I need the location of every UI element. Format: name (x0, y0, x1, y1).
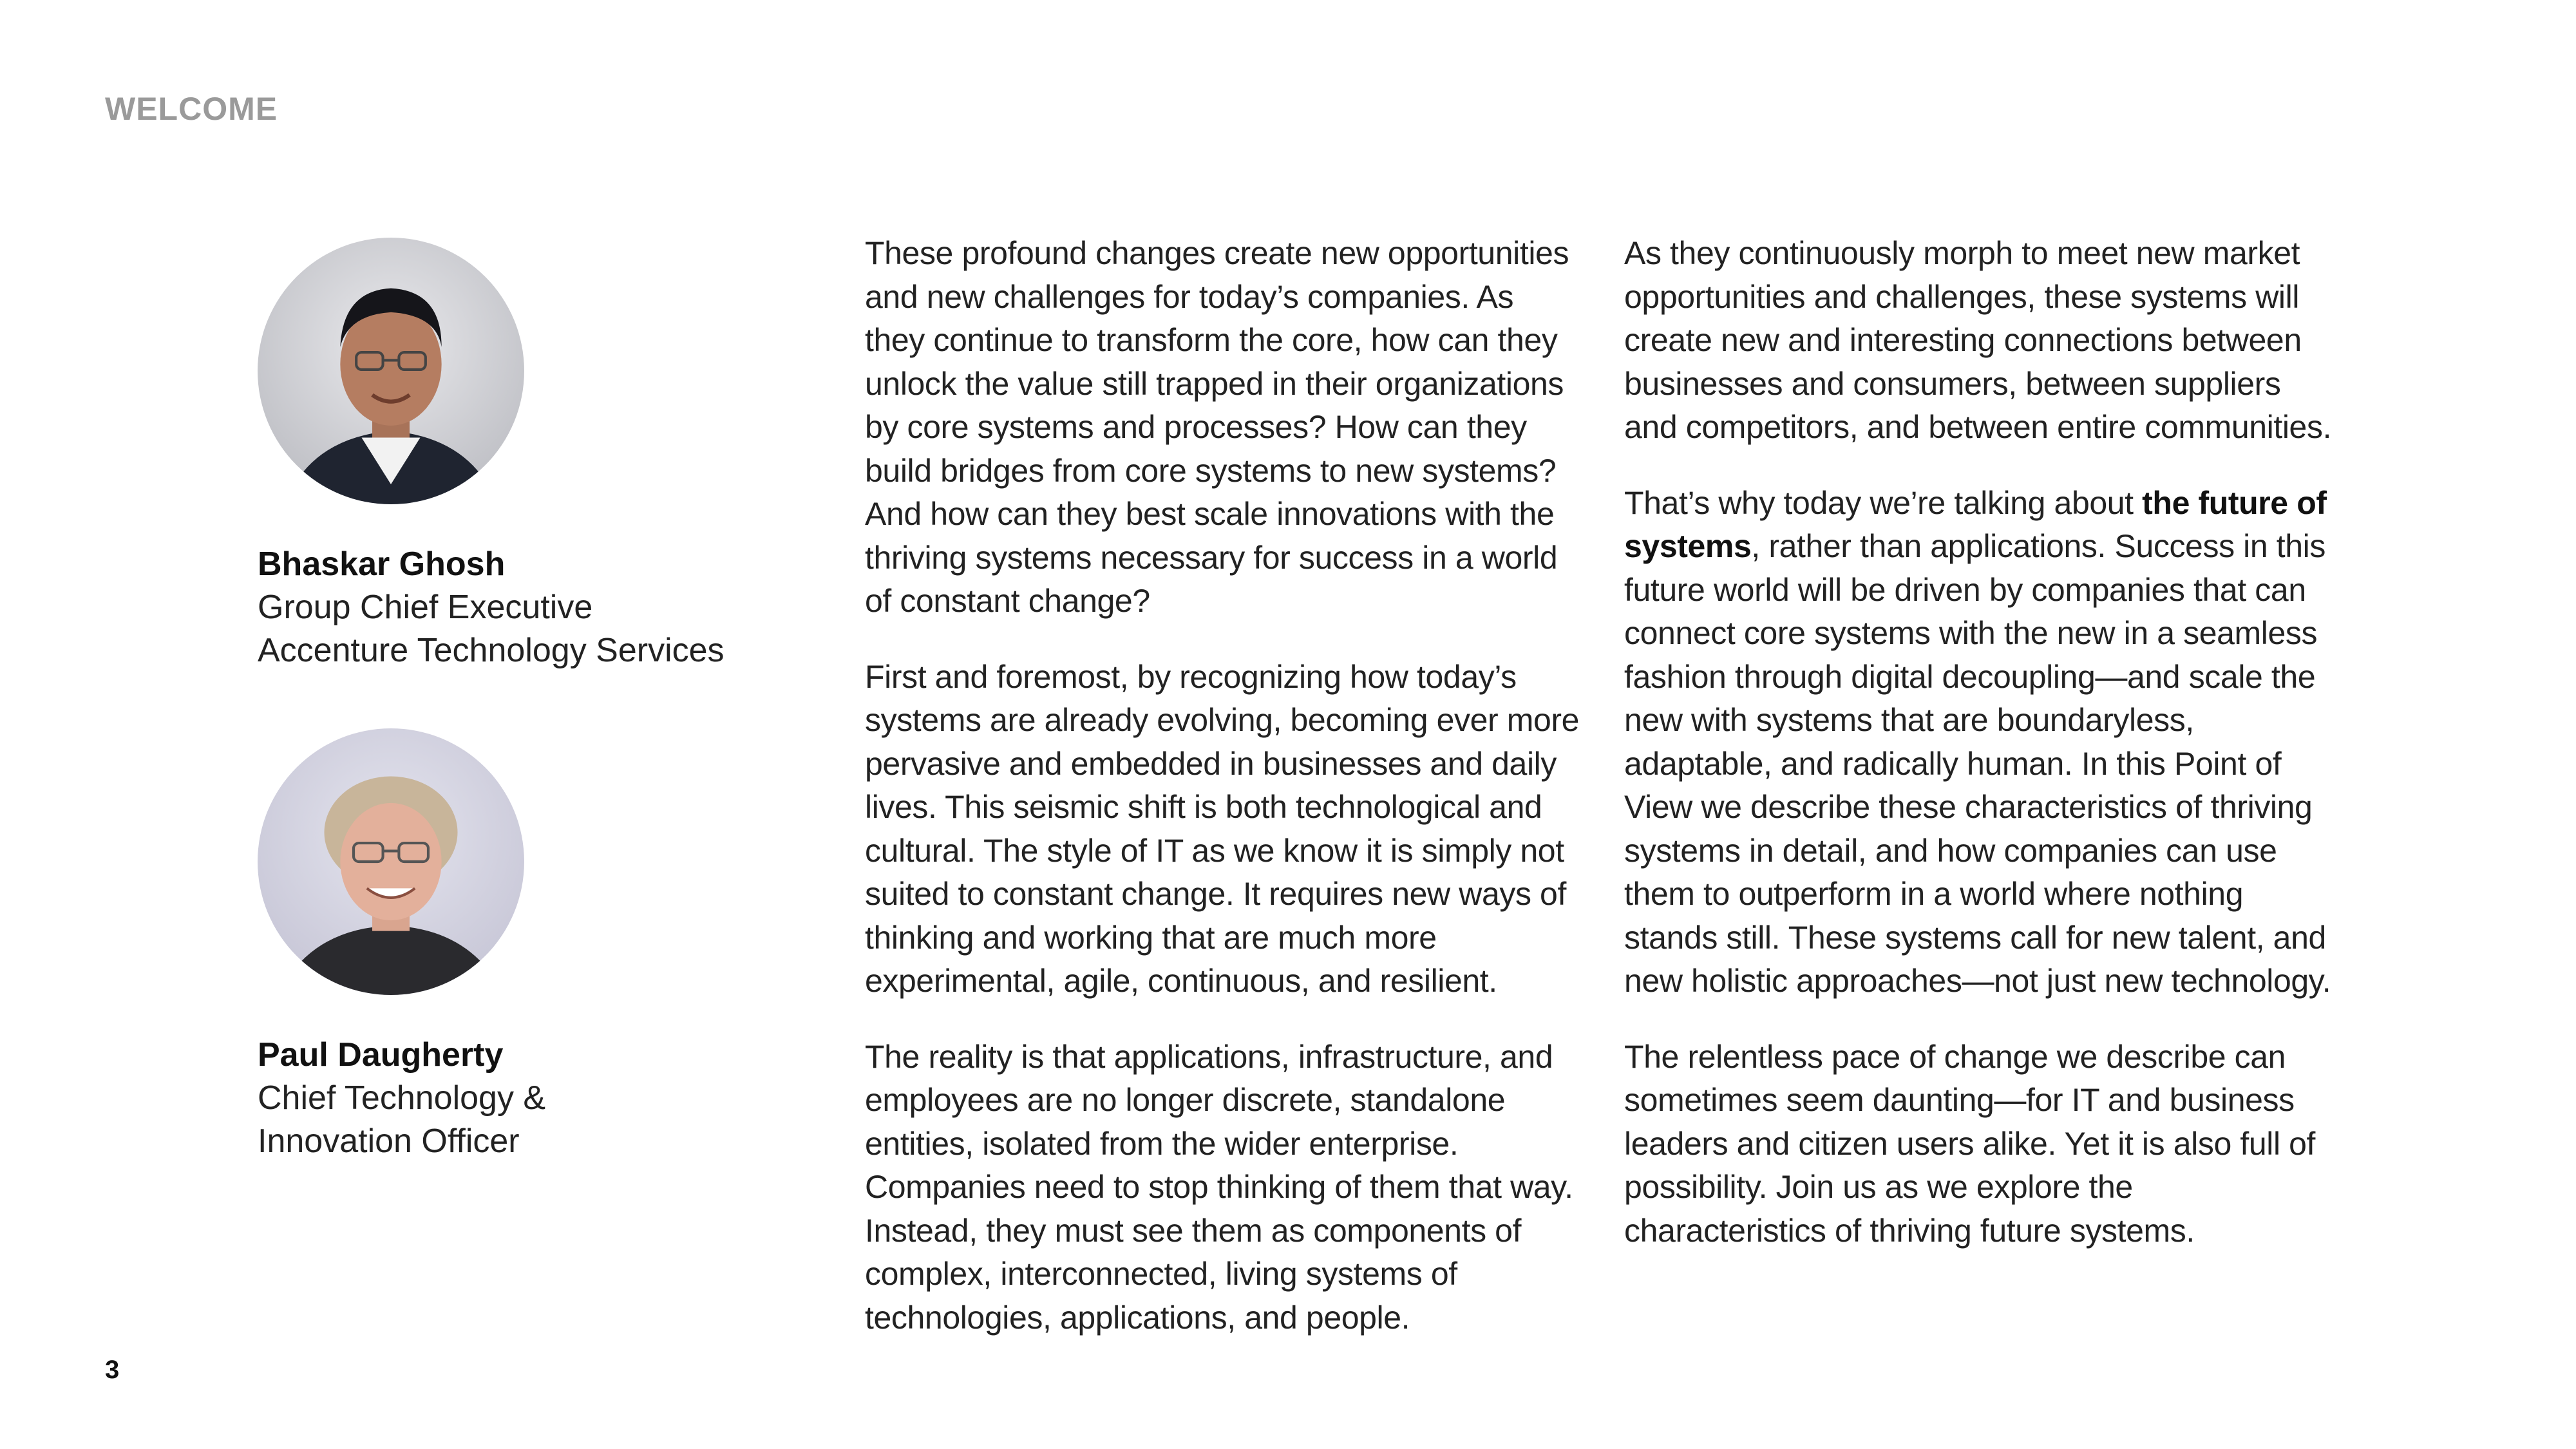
body-column-2 (1624, 232, 2339, 1285)
person-title: Chief Technology & (258, 1079, 546, 1117)
emphasis-text: the future of systems (1624, 484, 2327, 564)
paragraph (1624, 482, 2339, 1003)
profile-bhaskar-ghosh (258, 238, 724, 672)
person-name: Bhaskar Ghosh (258, 545, 506, 583)
paragraph: The reality is that applications, infrastructure, and employees are no longer discrete, standalone entities, isolated from the wider enterprise. Companies need to stop thinking of them that way. Instead, they must see them as components of complex, interconnected, living systems of technologies, applications, and people. (865, 1038, 1573, 1336)
person-name: Paul Daugherty (258, 1036, 504, 1074)
portrait-photo (258, 728, 524, 995)
section-label: WELCOME (105, 91, 278, 127)
avatar (258, 238, 524, 504)
person-title-continued: Innovation Officer (258, 1122, 520, 1160)
page-number: 3 (105, 1356, 120, 1384)
person-organization: Accenture Technology Services (258, 632, 724, 669)
person-title: Group Chief Executive (258, 589, 593, 626)
paragraph: These profound changes create new opportunities and new challenges for today’s companies. As they continue to transform the core, how can they unlock the value still trapped in their organizations by core systems and processes? How can they build bridges from core systems to new systems? And how can they best scale innovations with the thriving systems necessary for success in a world of constant change? (865, 235, 1569, 619)
paragraph: First and foremost, by recognizing how today’s systems are already evolving, becoming ever more pervasive and embedded in businesses and daily lives. This seismic shift is both technological and cultural. The style of IT as we know it is simply not suited to constant change. It requires new ways of thinking and working that are much more experimental, agile, continuous, and resilient. (865, 658, 1580, 999)
profile-paul-daugherty (258, 728, 545, 1163)
avatar (258, 728, 524, 995)
paragraph-text: That’s why today we’re talking about (1624, 484, 2143, 521)
portrait-photo (258, 238, 524, 504)
body-column-1 (865, 232, 1580, 1372)
paragraph: The relentless pace of change we describe can sometimes seem daunting—for IT and business leaders and citizen users alike. Yet it is also full of possibility. Join us as we explore the characteristics of thriving future systems. (1624, 1038, 2316, 1249)
paragraph-text: , rather than applications. Success in this future world will be driven by companies that can connect core systems with the new in a seamless fashion through digital decoupling—and scale the new with systems that are boundaryless, adaptable, and radically human. In this Point of View we describe these characteristics of thriving systems in detail, and how companies can use them to outperform in a world where nothing stands still. These systems call for new talent, and new holistic approaches—not just new technology. (1624, 528, 2331, 999)
paragraph: As they continuously morph to meet new market opportunities and challenges, these systems will create new and interesting connections between businesses and consumers, between suppliers and competitors, and between entire communities. (1624, 235, 2332, 445)
